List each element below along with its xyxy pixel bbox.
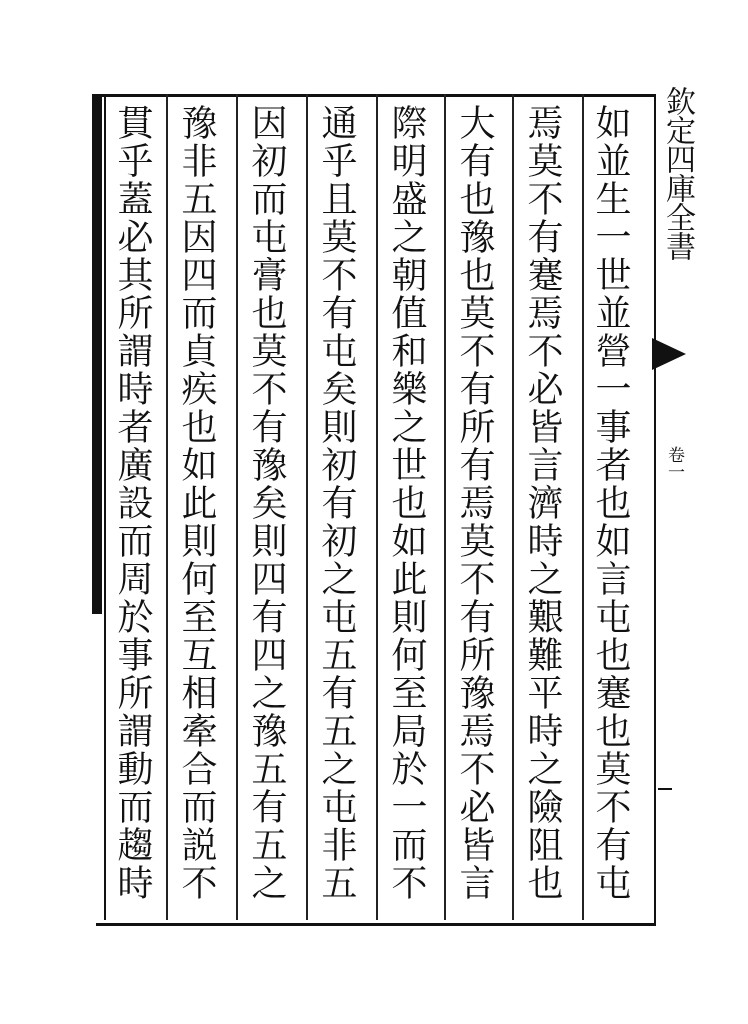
text-column-4: 際明盛之朝值和樂之世也如此則何至局於一而不: [386, 104, 427, 902]
text-column-6: 因初而屯膏也莫不有豫矣則四有四之豫五有五之: [246, 104, 287, 902]
text-column-3: 大有也豫也莫不有所有焉莫不有所豫焉不必皆言: [454, 104, 495, 902]
frame-left-thick-border: [92, 94, 102, 614]
column-rule: [166, 94, 168, 920]
volume-label: 卷一: [664, 446, 684, 480]
fish-tail-mark: [652, 338, 686, 370]
frame-left-thin-border: [104, 94, 106, 920]
book-title: 欽定四庫全書: [660, 86, 695, 260]
column-rule: [306, 94, 308, 920]
column-rule: [582, 94, 584, 920]
text-column-7: 豫非五因四而貞疾也如此則何至互相牽合而説不: [176, 104, 217, 902]
text-column-5: 通乎且莫不有屯矣則初有初之屯五有五之屯非五: [316, 104, 357, 902]
column-rule: [444, 94, 446, 920]
text-column-2: 焉莫不有蹇焉不必皆言濟時之艱難平時之險阻也: [522, 104, 563, 902]
column-rule: [512, 94, 514, 920]
margin-mark: [658, 788, 672, 790]
text-column-8: 貫乎蓋必其所謂時者廣設而周於事所謂動而趨時: [112, 104, 153, 902]
column-rule: [236, 94, 238, 920]
text-column-1: 如並生一世並營一事者也如言屯也蹇也莫不有屯: [590, 104, 631, 902]
column-rule: [376, 94, 378, 920]
